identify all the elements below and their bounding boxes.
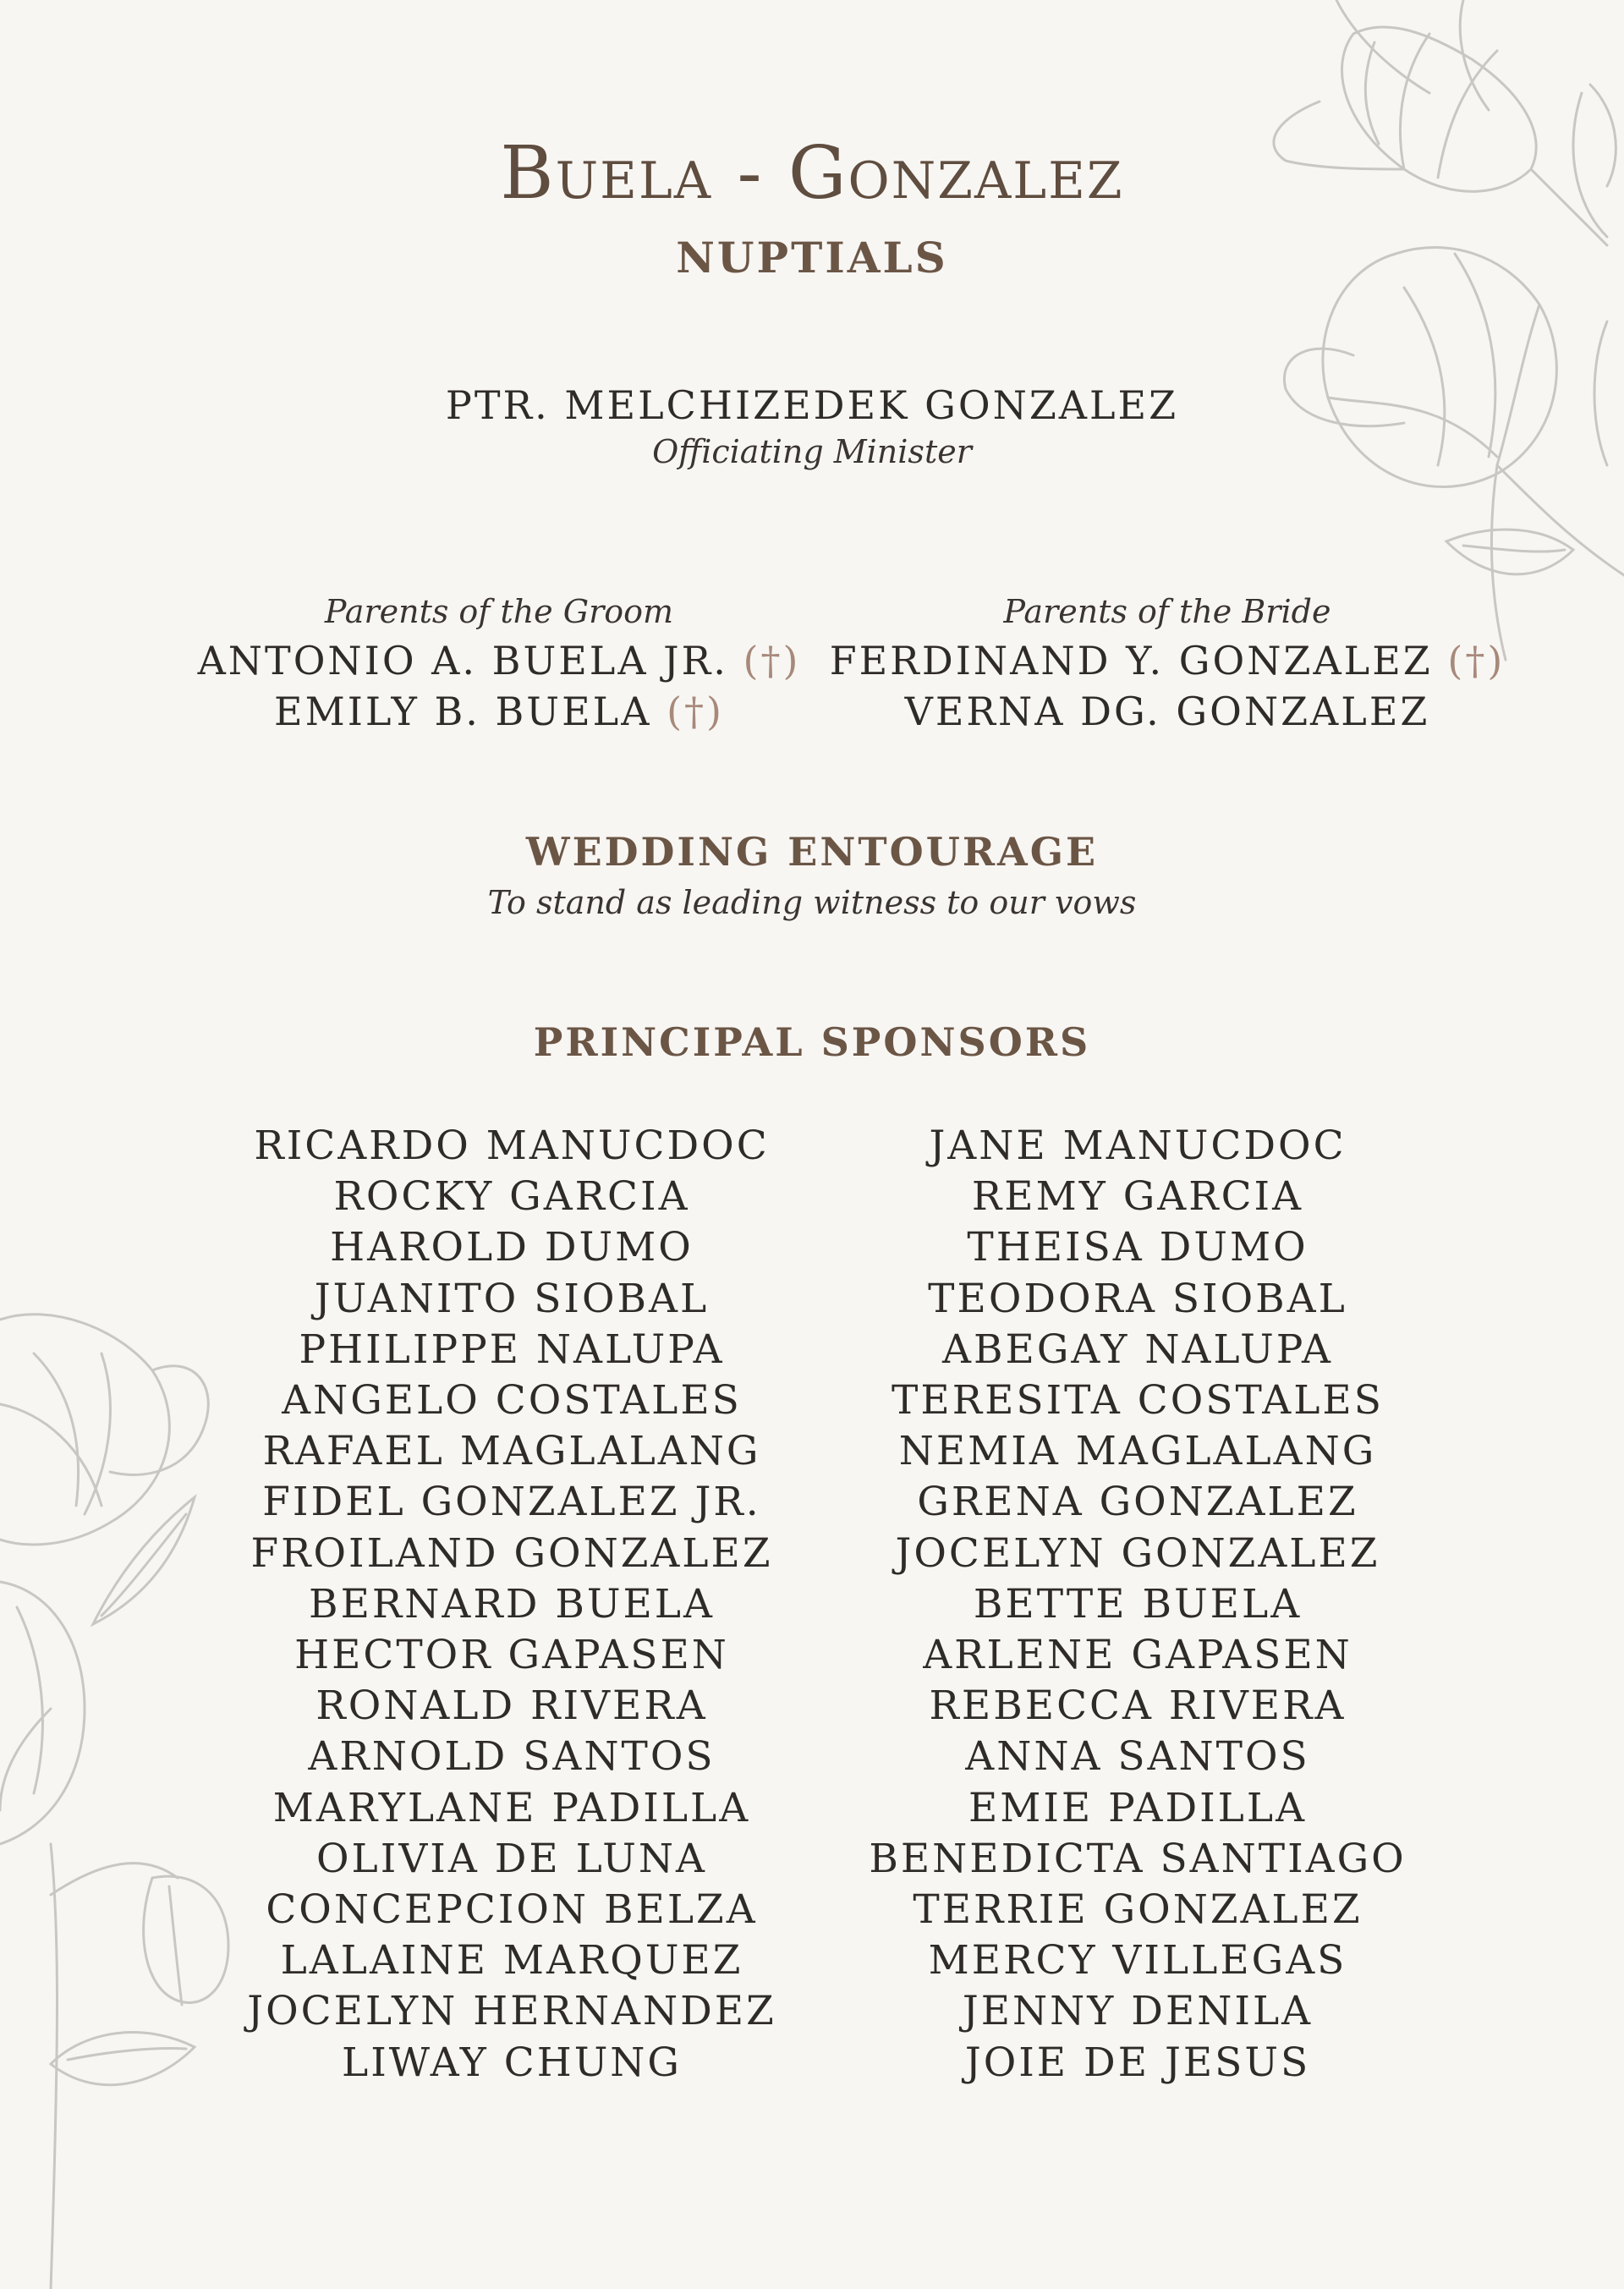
sponsor-name: LIWAY CHUNG (342, 2039, 682, 2086)
sponsor-name: JUANITO SIOBAL (314, 1275, 710, 1322)
sponsor-name: MERCY VILLEGAS (928, 1937, 1347, 1984)
sponsor-name: TEODORA SIOBAL (928, 1275, 1347, 1322)
parents-of-bride (829, 588, 1506, 737)
sponsor-name: GRENA GONZALEZ (917, 1479, 1358, 1526)
deceased-cross-icon: (†) (1447, 638, 1506, 683)
couple-title: Buela - Gonzalez (500, 131, 1124, 216)
groom-father-name: ANTONIO A. BUELA JR. (197, 638, 728, 683)
groom-father (161, 635, 837, 686)
sponsors-heading: PRINCIPAL SPONSORS (533, 1019, 1091, 1065)
parents-groom-label: Parents of the Groom (324, 593, 674, 630)
sponsor-name: REBECCA RIVERA (929, 1682, 1347, 1730)
parents-of-groom (161, 588, 837, 737)
sponsor-name: JOCELYN GONZALEZ (895, 1529, 1380, 1577)
minister-name: PTR. MELCHIZEDEK GONZALEZ (445, 382, 1179, 428)
sponsor-name: ARLENE GAPASEN (923, 1632, 1352, 1679)
sponsor-name: CONCEPCION BELZA (266, 1886, 758, 1934)
deceased-cross-icon: (†) (743, 638, 801, 683)
sponsor-name: ROCKY GARCIA (333, 1173, 690, 1221)
sponsors-list-right (799, 1121, 1476, 2089)
sponsor-name: RONALD RIVERA (315, 1682, 708, 1730)
sponsor-name: TERESITA COSTALES (892, 1377, 1384, 1424)
sponsor-name: EMIE PADILLA (968, 1784, 1308, 1831)
sponsor-name: JANE MANUCDOC (929, 1123, 1347, 1169)
sponsor-name: PHILIPPE NALUPA (299, 1326, 725, 1373)
sponsor-name: REMY GARCIA (971, 1173, 1304, 1221)
sponsor-name: JOIE DE JESUS (964, 2039, 1311, 2086)
deceased-cross-icon: (†) (667, 689, 724, 734)
sponsor-name: ARNOLD SANTOS (308, 1733, 716, 1781)
minister-role: Officiating Minister (652, 433, 972, 470)
sponsor-name: ANGELO COSTALES (282, 1377, 742, 1424)
groom-mother (161, 686, 837, 737)
sponsor-name: JOCELYN HERNANDEZ (247, 1988, 776, 2035)
sponsor-name: HAROLD DUMO (330, 1224, 694, 1271)
entourage-subheading: To stand as leading witness to our vows (487, 884, 1137, 921)
sponsor-name: BERNARD BUELA (309, 1580, 715, 1628)
bride-father-name: FERDINAND Y. GONZALEZ (829, 638, 1433, 683)
sponsor-name: TERRIE GONZALEZ (913, 1886, 1363, 1934)
sponsor-name: JENNY DENILA (962, 1988, 1314, 2035)
sponsors-list-left (173, 1121, 850, 2089)
sponsor-name: THEISA DUMO (967, 1224, 1309, 1271)
sponsor-name: RAFAEL MAGLALANG (262, 1428, 761, 1475)
sponsor-name: MARYLANE PADILLA (272, 1784, 751, 1831)
event-subtitle: NUPTIALS (676, 233, 948, 283)
sponsor-name: FIDEL GONZALEZ JR. (262, 1479, 761, 1526)
sponsor-name: NEMIA MAGLALANG (898, 1428, 1377, 1475)
sponsor-name: FROILAND GONZALEZ (250, 1529, 773, 1577)
sponsor-name: LALAINE MARQUEZ (280, 1937, 743, 1984)
sponsor-name: BETTE BUELA (973, 1580, 1303, 1628)
sponsor-name: ABEGAY NALUPA (942, 1326, 1333, 1373)
sponsor-name: RICARDO MANUCDOC (254, 1123, 770, 1169)
entourage-heading: WEDDING ENTOURAGE (525, 829, 1099, 875)
sponsor-name: OLIVIA DE LUNA (316, 1835, 707, 1882)
sponsor-name: HECTOR GAPASEN (294, 1632, 729, 1679)
sponsor-name: ANNA SANTOS (965, 1733, 1310, 1781)
bride-mother-name: VERNA DG. GONZALEZ (904, 689, 1430, 734)
bride-mother (829, 686, 1506, 737)
groom-mother-name: EMILY B. BUELA (274, 689, 652, 734)
parents-bride-label: Parents of the Bride (1003, 593, 1331, 630)
sponsor-name: BENEDICTA SANTIAGO (869, 1835, 1407, 1882)
bride-father (829, 635, 1506, 686)
